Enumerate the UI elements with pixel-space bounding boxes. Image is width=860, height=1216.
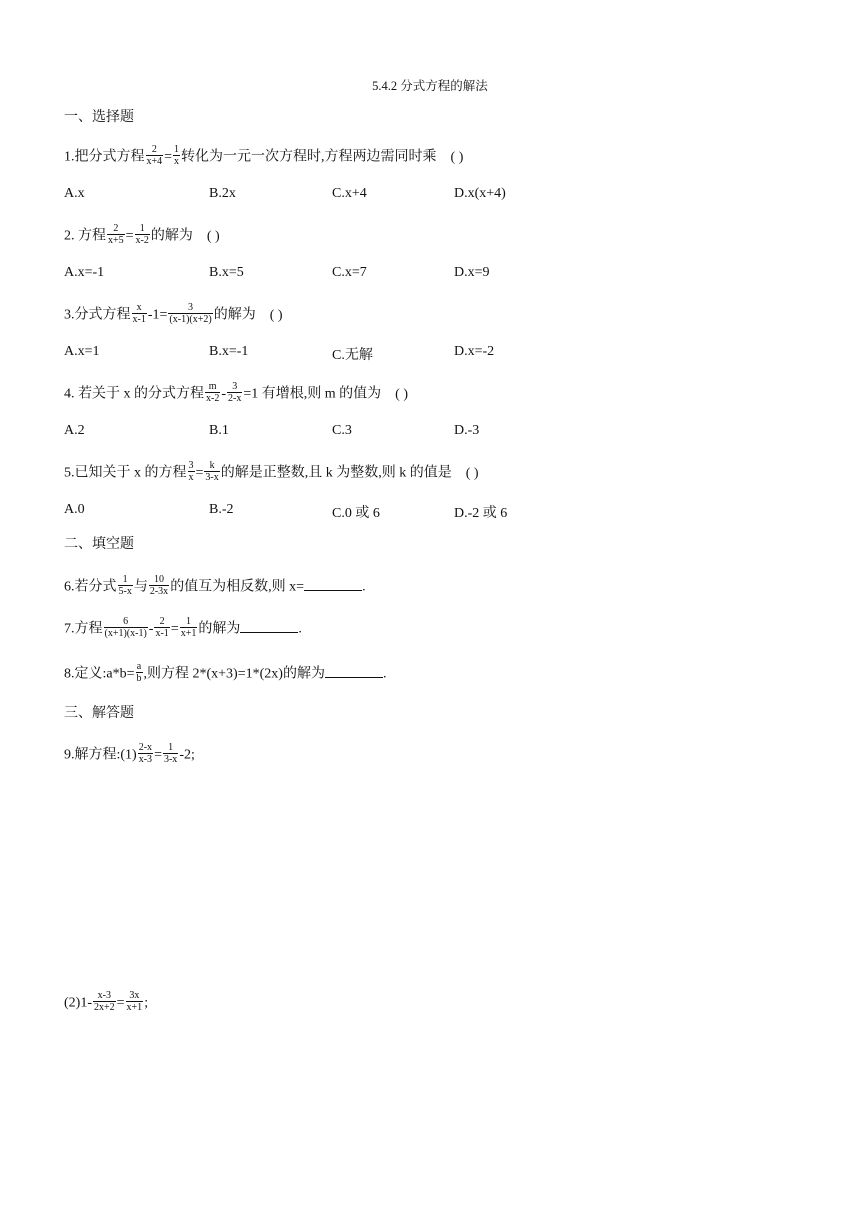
question-8: 8.定义:a*b= $\frac{a}{b}$ ,则方程 2*(x+3)=1*(2x)的解为 . [64,661,387,684]
option-b: B.-2 [209,502,234,517]
answer-blank [240,620,298,633]
q4-fraction-1: $\frac{m}{x-2}$ [206,381,220,404]
answer-parentheses: ( ) [450,149,464,165]
q7-fraction-3: $\frac{1}{x+1}$ [180,616,197,639]
q8-fraction: $\frac{a}{b}$ [136,661,142,684]
q4-text: 4. 若关于 x 的分式方程 [64,386,204,402]
q8-text-post: ,则方程 2*(x+3)=1*(2x)的解为 [143,666,325,682]
question-4-options [64,423,664,443]
q5-text-post: 的解是正整数,且 k 为整数,则 k 的值是 [220,465,452,481]
q3-fraction-2: $\frac{3}{(x-1)(x+2)}$ [169,302,212,325]
question-2-options [64,265,664,285]
option-a: A.x=1 [64,344,100,359]
q4-text-post: =1 有增根,则 m 的值为 [243,386,382,402]
question-2: 2. 方程 $\frac{2}{x+5}$ = $\frac{1}{x-2}$ 的解为 ( ) [64,223,220,246]
option-d: D.-3 [454,423,480,438]
q8-text: 8.定义:a*b= [64,666,135,682]
q2-text: 2. 方程 [64,228,106,244]
option-b: B.x=5 [209,265,244,280]
q7-fraction-2: $\frac{2}{x-1}$ [155,616,169,639]
q9b-fraction-2: $\frac{3x}{x+1}$ [126,990,143,1013]
answer-blank [304,578,362,591]
question-5: 5.已知关于 x 的方程 $\frac{3}{x}$ = $\frac{k}{3-x}$ 的解是正整数,且 k 为整数,则 k 的值是 ( ) [64,460,479,483]
q2-fraction-1: $\frac{2}{x+5}$ [108,223,124,246]
q6-fraction-1: $\frac{1}{5-x}$ [118,574,132,597]
option-a: A.x=-1 [64,265,105,280]
option-c: C.x=7 [332,265,367,280]
q9-fraction-2: $\frac{1}{3-x}$ [163,742,178,765]
q7-text-post: 的解为 [198,621,241,637]
answer-parentheses: ( ) [395,386,408,402]
section-heading-choice: 一、选择题 [64,110,134,125]
question-5-options [64,502,664,522]
question-3: 3.分式方程 $\frac{x}{x-1}$ -1= $\frac{3}{(x-1)(x+2)}$ 的解为 ( ) [64,302,283,325]
q3-text-post: 的解为 [213,307,256,323]
q6-text-post: 的值互为相反数,则 x= [170,579,305,595]
q9b-fraction-1: $\frac{x-3}{2x+2}$ [94,990,115,1013]
question-7: 7.方程 $\frac{6}{(x+1)(x-1)}$ - $\frac{2}{x-1}$ = $\frac{1}{x+1}$ 的解为 . [64,616,302,639]
q1-fraction-2: $\frac{1}{x}$ [174,144,180,167]
option-b: B.2x [209,186,236,201]
option-a: A.2 [64,423,85,438]
q7-text: 7.方程 [64,621,103,637]
q5-text: 5.已知关于 x 的方程 [64,465,187,481]
q5-fraction-2: $\frac{k}{3-x}$ [205,460,219,483]
option-c: C.x+4 [332,186,367,201]
q6-fraction-2: $\frac{10}{2-3x}$ [149,574,169,597]
option-d: D.x=-2 [454,344,495,359]
q9-fraction-1: $\frac{2-x}{x-3}$ [138,742,153,765]
question-9-part-2: (2)1- $\frac{x-3}{2x+2}$ = $\frac{3x}{x+1}$ ; [64,990,149,1013]
answer-blank [325,665,383,678]
q7-fraction-1: $\frac{6}{(x+1)(x-1)}$ [104,616,147,639]
q9b-text: (2)1- [64,995,92,1011]
q2-text-post: 的解为 [150,228,193,244]
answer-parentheses: ( ) [465,465,479,481]
section-heading-fill: 二、填空题 [64,537,134,552]
q1-fraction-1: $\frac{2}{x+4}$ [146,144,163,167]
q4-fraction-2: $\frac{3}{2-x}$ [228,381,242,404]
q1-text-post: 转化为一元一次方程时,方程两边需同时乘 [181,149,437,165]
question-1-options [64,186,664,206]
option-d: D.-2 或 6 [454,506,508,521]
q2-fraction-2: $\frac{1}{x-2}$ [135,223,149,246]
option-c: C.3 [332,423,352,438]
answer-parentheses: ( ) [206,228,220,244]
option-d: D.x(x+4) [454,186,506,201]
answer-parentheses: ( ) [269,307,283,323]
option-d: D.x=9 [454,265,490,280]
q6-text: 6.若分式 [64,579,117,595]
question-3-options [64,344,664,364]
option-c: C.0 或 6 [332,506,380,521]
q3-text: 3.分式方程 [64,307,131,323]
q9-text: 9.解方程:(1) [64,747,137,763]
option-a: A.x [64,186,85,201]
q3-fraction-1: $\frac{x}{x-1}$ [132,302,146,325]
option-a: A.0 [64,502,85,517]
question-1: 1.把分式方程 $\frac{2}{x+4}$ = $\frac{1}{x}$ 转化为一元一次方程时,方程两边需同时乘 ( ) [64,144,464,167]
question-4: 4. 若关于 x 的分式方程 $\frac{m}{x-2}$ - $\frac{3}{2-x}$ =1 有增根,则 m 的值为 ( ) [64,381,408,404]
question-6: 6.若分式 $\frac{1}{5-x}$ 与 $\frac{10}{2-3x}$ 的值互为相反数,则 x= . [64,574,366,597]
q1-text: 1.把分式方程 [64,149,145,165]
option-b: B.1 [209,423,229,438]
option-b: B.x=-1 [209,344,249,359]
question-9-part-1: 9.解方程:(1) $\frac{2-x}{x-3}$ = $\frac{1}{3-x}$ -2; [64,742,195,765]
page-title: 5.4.2 分式方程的解法 [372,79,488,93]
option-c: C.无解 [332,348,373,363]
q5-fraction-1: $\frac{3}{x}$ [188,460,194,483]
section-heading-solve: 三、解答题 [64,706,134,721]
